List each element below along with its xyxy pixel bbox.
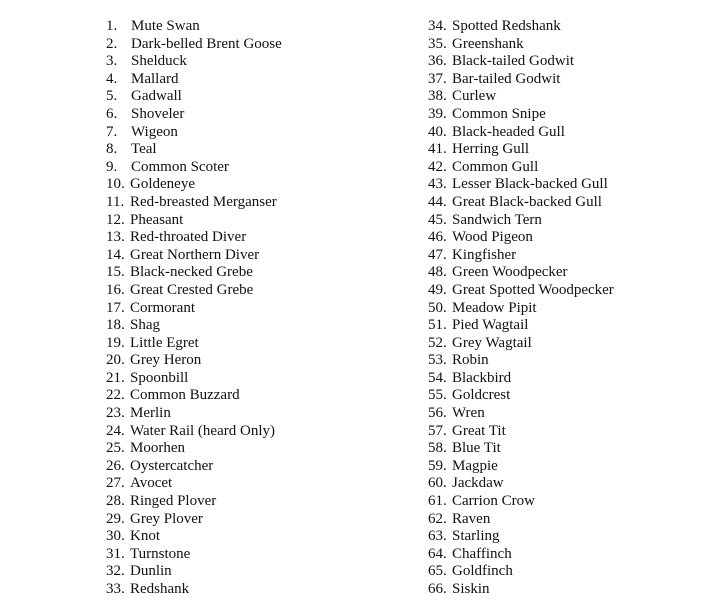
species-list-item xyxy=(106,493,282,511)
species-list-item xyxy=(106,141,282,159)
species-number: 64. xyxy=(428,545,447,562)
species-number: 25. xyxy=(106,440,125,457)
species-list-item xyxy=(428,159,614,177)
species-number: 57. xyxy=(428,422,447,439)
species-number: 4. xyxy=(106,70,118,87)
species-list-item xyxy=(106,475,282,493)
species-list-item xyxy=(106,458,282,476)
species-number: 34. xyxy=(428,18,447,34)
species-list-item xyxy=(106,528,282,546)
species-number: 18. xyxy=(106,317,125,334)
species-name: Mallard xyxy=(131,70,179,87)
species-number: 48. xyxy=(428,264,447,281)
species-name: Oystercatcher xyxy=(130,457,214,474)
species-name: Black-necked Grebe xyxy=(130,264,253,281)
species-list-item xyxy=(106,194,282,212)
species-list-item xyxy=(428,458,614,476)
species-name: Grey Wagtail xyxy=(452,334,532,351)
species-name: Jackdaw xyxy=(452,475,504,492)
species-name: Grey Heron xyxy=(130,352,202,369)
species-number: 52. xyxy=(428,334,447,351)
species-list-item xyxy=(106,423,282,441)
species-name: Robin xyxy=(452,352,489,369)
species-number: 8. xyxy=(106,141,118,158)
species-name: Moorhen xyxy=(130,440,185,457)
species-number: 61. xyxy=(428,493,447,510)
species-list-item xyxy=(106,53,282,71)
species-name: Great Northern Diver xyxy=(130,246,260,263)
species-name: Water Rail (heard Only) xyxy=(130,422,275,439)
species-list-left-column xyxy=(106,18,282,599)
species-number: 33. xyxy=(106,581,125,597)
species-number: 27. xyxy=(106,475,125,492)
species-list-item xyxy=(428,335,614,353)
species-name: Pheasant xyxy=(130,211,184,228)
species-number: 56. xyxy=(428,405,447,422)
species-name: Common Gull xyxy=(452,158,539,175)
species-number: 49. xyxy=(428,281,447,298)
species-list-item xyxy=(106,71,282,89)
species-number: 29. xyxy=(106,510,125,527)
species-number: 38. xyxy=(428,88,447,105)
species-list-item xyxy=(428,352,614,370)
species-name: Pied Wagtail xyxy=(452,317,529,334)
species-name: Meadow Pipit xyxy=(452,299,537,316)
species-number: 43. xyxy=(428,176,447,193)
species-list-item xyxy=(106,282,282,300)
species-name: Wren xyxy=(452,405,485,422)
species-list-item xyxy=(106,335,282,353)
species-list-item xyxy=(106,546,282,564)
species-number: 55. xyxy=(428,387,447,404)
species-name: Common Scoter xyxy=(131,158,229,175)
species-list-item xyxy=(428,71,614,89)
species-number: 5. xyxy=(106,88,118,105)
species-number: 41. xyxy=(428,141,447,158)
species-number: 36. xyxy=(428,53,447,70)
species-list-item xyxy=(106,264,282,282)
species-name: Spoonbill xyxy=(130,369,189,386)
species-number: 6. xyxy=(106,105,118,122)
species-list-item xyxy=(106,370,282,388)
species-name: Kingfisher xyxy=(452,246,517,263)
species-list-item xyxy=(428,106,614,124)
species-name: Greenshank xyxy=(452,35,524,52)
species-number: 32. xyxy=(106,563,125,580)
species-number: 28. xyxy=(106,493,125,510)
species-list-item xyxy=(428,36,614,54)
species-list-item xyxy=(428,18,614,36)
species-name: Knot xyxy=(130,528,160,545)
species-list-item xyxy=(428,124,614,142)
species-name: Red-breasted Merganser xyxy=(130,193,277,210)
species-list-item xyxy=(106,247,282,265)
species-list-item xyxy=(428,511,614,529)
species-list-item xyxy=(428,387,614,405)
species-list-item xyxy=(428,493,614,511)
species-number: 2. xyxy=(106,35,118,52)
species-list-item xyxy=(428,194,614,212)
species-list-item xyxy=(428,229,614,247)
species-list-item xyxy=(428,300,614,318)
species-number: 60. xyxy=(428,475,447,492)
species-name: Siskin xyxy=(452,581,490,597)
species-name: Mute Swan xyxy=(131,18,200,34)
species-number: 21. xyxy=(106,369,125,386)
species-number: 45. xyxy=(428,211,447,228)
species-number: 3. xyxy=(106,53,118,70)
species-list-item xyxy=(428,282,614,300)
species-number: 54. xyxy=(428,369,447,386)
species-list-item xyxy=(106,563,282,581)
species-number: 50. xyxy=(428,299,447,316)
species-list-item xyxy=(106,176,282,194)
species-name: Shelduck xyxy=(131,53,187,70)
species-number: 23. xyxy=(106,405,125,422)
species-number: 53. xyxy=(428,352,447,369)
species-number: 39. xyxy=(428,105,447,122)
species-number: 47. xyxy=(428,246,447,263)
species-number: 63. xyxy=(428,528,447,545)
species-number: 46. xyxy=(428,229,447,246)
species-number: 66. xyxy=(428,581,447,597)
species-name: Common Snipe xyxy=(452,105,546,122)
species-list-item xyxy=(106,317,282,335)
species-name: Ringed Plover xyxy=(130,493,217,510)
species-name: Great Tit xyxy=(452,422,506,439)
species-list-item xyxy=(428,176,614,194)
species-list-item xyxy=(106,229,282,247)
species-name: Red-throated Diver xyxy=(130,229,247,246)
species-list-item xyxy=(106,106,282,124)
species-name: Blue Tit xyxy=(452,440,501,457)
species-name: Spotted Redshank xyxy=(452,18,561,34)
species-name: Black-tailed Godwit xyxy=(452,53,575,70)
species-list-item xyxy=(106,405,282,423)
species-name: Blackbird xyxy=(452,369,512,386)
species-list-item xyxy=(428,212,614,230)
species-list-item xyxy=(106,300,282,318)
species-list-item xyxy=(106,440,282,458)
species-name: Raven xyxy=(452,510,491,527)
species-number: 16. xyxy=(106,281,125,298)
species-number: 9. xyxy=(106,158,118,175)
species-name: Bar-tailed Godwit xyxy=(452,70,561,87)
species-number: 19. xyxy=(106,334,125,351)
species-name: Shoveler xyxy=(131,105,185,122)
species-number: 10. xyxy=(106,176,125,193)
species-list-item xyxy=(106,159,282,177)
species-name: Black-headed Gull xyxy=(452,123,565,140)
species-number: 30. xyxy=(106,528,125,545)
species-list-item xyxy=(106,511,282,529)
species-name: Grey Plover xyxy=(130,510,203,527)
species-list-item xyxy=(428,264,614,282)
species-number: 37. xyxy=(428,70,447,87)
species-number: 31. xyxy=(106,545,125,562)
species-list-item xyxy=(106,212,282,230)
species-number: 15. xyxy=(106,264,125,281)
species-name: Wood Pigeon xyxy=(452,229,533,246)
species-name: Curlew xyxy=(452,88,497,105)
species-list-item xyxy=(428,440,614,458)
species-number: 62. xyxy=(428,510,447,527)
species-name: Dark-belled Brent Goose xyxy=(131,35,282,52)
species-number: 42. xyxy=(428,158,447,175)
species-list-item xyxy=(428,528,614,546)
species-list-item xyxy=(428,141,614,159)
species-name: Great Spotted Woodpecker xyxy=(452,281,614,298)
species-number: 17. xyxy=(106,299,125,316)
species-name: Carrion Crow xyxy=(452,493,535,510)
species-list-item xyxy=(428,370,614,388)
species-name: Herring Gull xyxy=(452,141,530,158)
species-number: 1. xyxy=(106,18,118,34)
species-list-item xyxy=(428,563,614,581)
species-number: 65. xyxy=(428,563,447,580)
species-list-item xyxy=(428,247,614,265)
species-list-item xyxy=(106,124,282,142)
species-number: 44. xyxy=(428,193,447,210)
species-number: 12. xyxy=(106,211,125,228)
species-number: 24. xyxy=(106,422,125,439)
species-name: Chaffinch xyxy=(452,545,512,562)
species-name: Avocet xyxy=(130,475,173,492)
species-list-item xyxy=(428,581,614,599)
species-list-item xyxy=(106,36,282,54)
species-number: 11. xyxy=(106,193,125,210)
species-number: 59. xyxy=(428,457,447,474)
species-name: Little Egret xyxy=(130,334,199,351)
species-number: 7. xyxy=(106,123,118,140)
species-name: Gadwall xyxy=(131,88,182,105)
species-list-item xyxy=(106,88,282,106)
species-name: Great Black-backed Gull xyxy=(452,193,602,210)
species-list-item xyxy=(428,546,614,564)
species-number: 20. xyxy=(106,352,125,369)
species-list-item xyxy=(428,405,614,423)
species-list-item xyxy=(428,423,614,441)
species-name: Goldcrest xyxy=(452,387,511,404)
species-list-item xyxy=(428,53,614,71)
species-number: 58. xyxy=(428,440,447,457)
species-name: Merlin xyxy=(130,405,171,422)
species-number: 35. xyxy=(428,35,447,52)
species-name: Lesser Black-backed Gull xyxy=(452,176,608,193)
species-name: Goldeneye xyxy=(130,176,195,193)
species-name: Shag xyxy=(130,317,160,334)
species-name: Wigeon xyxy=(131,123,178,140)
species-number: 51. xyxy=(428,317,447,334)
species-number: 22. xyxy=(106,387,125,404)
species-list-item xyxy=(106,387,282,405)
species-name: Redshank xyxy=(130,581,190,597)
species-name: Goldfinch xyxy=(452,563,513,580)
species-list-right-column xyxy=(428,18,614,599)
species-name: Cormorant xyxy=(130,299,195,316)
species-name: Magpie xyxy=(452,457,498,474)
species-name: Teal xyxy=(131,141,157,158)
species-name: Great Crested Grebe xyxy=(130,281,254,298)
species-number: 40. xyxy=(428,123,447,140)
species-name: Green Woodpecker xyxy=(452,264,568,281)
species-number: 14. xyxy=(106,246,125,263)
species-list-item xyxy=(106,352,282,370)
species-list-item xyxy=(428,475,614,493)
species-number: 13. xyxy=(106,229,125,246)
species-list-item xyxy=(106,581,282,599)
species-name: Turnstone xyxy=(130,545,191,562)
species-list-item xyxy=(106,18,282,36)
species-name: Sandwich Tern xyxy=(452,211,542,228)
species-name: Dunlin xyxy=(130,563,172,580)
species-name: Common Buzzard xyxy=(130,387,240,404)
species-number: 26. xyxy=(106,457,125,474)
species-list-item xyxy=(428,317,614,335)
species-name: Starling xyxy=(452,528,500,545)
species-list-item xyxy=(428,88,614,106)
